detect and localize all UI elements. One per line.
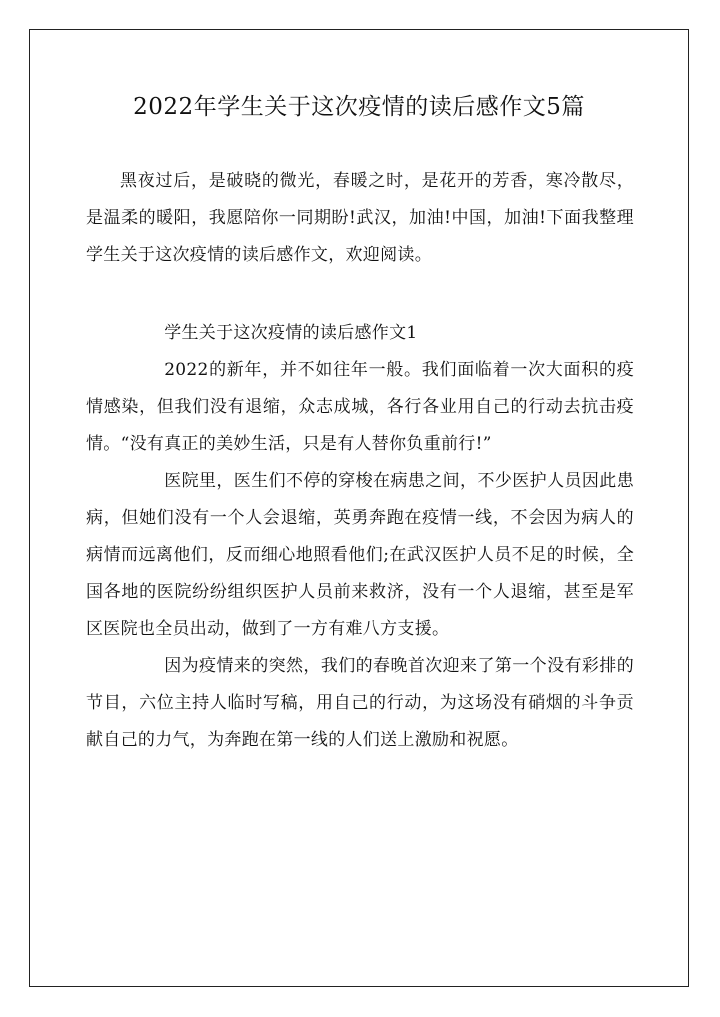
article-section (86, 315, 634, 759)
section-heading: 学生关于这次疫情的读后感作文1 (164, 323, 418, 343)
document-title: 2022年学生关于这次疫情的读后感作文5篇 (133, 94, 585, 120)
intro-section (86, 163, 634, 274)
body-paragraph-1: 2022的新年，并不如往年一般。我们面临着一次大面积的疫情感染，但我们没有退缩，众志成城，各行各业用自己的行动去抗击疫情。“没有真正的美妙生活，只是有人替你负重前行!” (86, 360, 634, 454)
body-paragraph-3: 因为疫情来的突然，我们的春晚首次迎来了第一个没有彩排的节目，六位主持人临时写稿，用自己的行动，为这场没有硝烟的斗争贡献自己的力气，为奔跑在第一线的人们送上激励和祝愿。 (86, 656, 634, 750)
intro-paragraph: 黑夜过后，是破晓的微光，春暖之时，是花开的芳香，寒冷散尽，是温柔的暖阳，我愿陪你一同期盼!武汉，加油!中国，加油!下面我整理学生关于这次疫情的读后感作文，欢迎阅读。 (86, 171, 634, 265)
body-paragraph-2: 医院里，医生们不停的穿梭在病患之间，不少医护人员因此患病，但她们没有一个人会退缩，英勇奔跑在疫情一线，不会因为病人的病情而远离他们，反而细心地照看他们;在武汉医护人员不足的时候，全国各地的医院纷纷组织医护人员前来救济，没有一个人退缩，甚至是军区医院也全员出动，做到了一方有难八方支援。 (86, 471, 634, 639)
